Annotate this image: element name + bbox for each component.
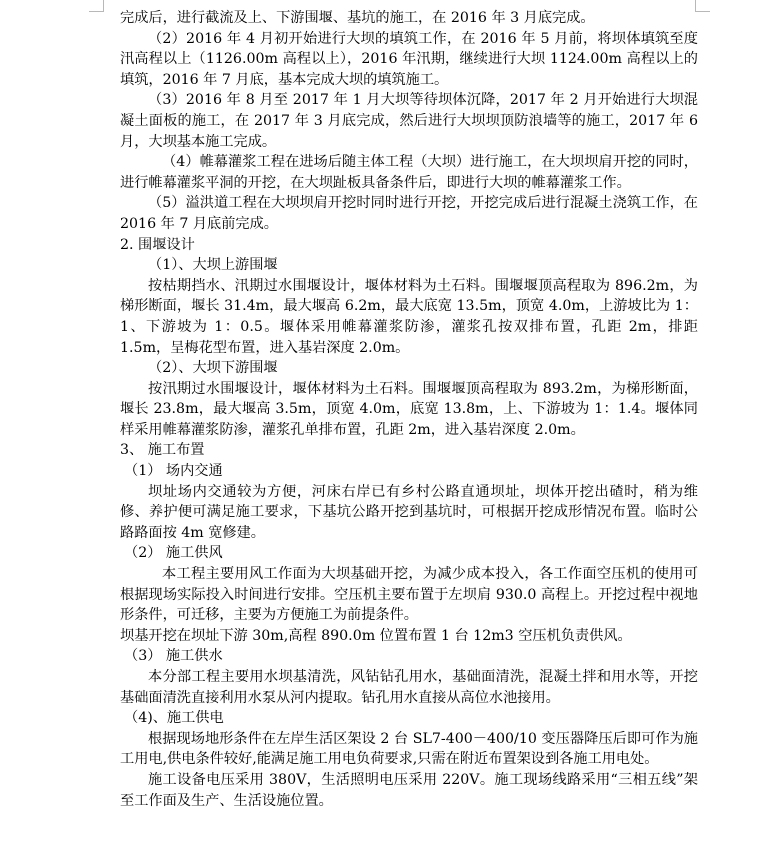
paragraph: （2）2016 年 4 月初开始进行大坝的填筑工作，在 2016 年 5 月前，将坝体填筑至度汛高程以上（1126.00m 高程以上），2016 年汛期，继续进行大坝 1124.00m 高程以上的填筑，2016 年 7 月底，基本完成大坝的填筑施工。 xyxy=(120,30,698,88)
subsection-heading: （2） 施工供风 xyxy=(124,545,223,562)
paragraph: （5）溢洪道工程在大坝坝肩开挖时同时进行开挖，开挖完成后进行混凝土浇筑工作，在 2016 年 7 月底前完成。 xyxy=(120,195,698,232)
subsection-heading: （4)、施工供电 xyxy=(124,710,224,727)
paragraph: 完成后，进行截流及上、下游围堰、基坑的施工，在 2016 年 3 月底完成。 xyxy=(120,10,595,26)
paragraph: 本工程主要用风工作面为大坝基础开挖，为减少成本投入，各工作面空压机的使用可根据现场实际投入时间进行安排。空压机主要布置于左坝肩 930.0 高程上。开挖过程中视地形条件，可迁移，主要为方便施工为前提条件。 xyxy=(120,566,698,624)
document-body xyxy=(120,8,698,811)
subsection-heading: （3） 施工供水 xyxy=(124,648,223,665)
paragraph: 按枯期挡水、汛期过水围堰设计，堰体材料为土石料。围堰堰顶高程取为 896.2m，为梯形断面，堰长 31.4m，最大堰高 6.2m，最大底宽 13.5m，顶宽 4.0m，上游坡比为 1：1、下游坡为 1：0.5。堰体采用帷幕灌浆防渗，灌浆孔按双排布置，孔距 2m，排距 1.5m，呈梅花型布置，进入基岩深度 2.0m。 xyxy=(120,277,698,356)
margin-crop-mark-left xyxy=(103,0,104,12)
subsection-heading: （1）、大坝上游围堰 xyxy=(148,257,278,274)
paragraph: 本分部工程主要用水坝基清洗，风钻钻孔用水，基础面清洗，混凝土拌和用水等，开挖基础面清洗直接利用水泵从河内提取。钻孔用水直接从高位水池接用。 xyxy=(120,669,698,706)
paragraph: 按汛期过水围堰设计，堰体材料为土石料。围堰堰顶高程取为 893.2m，为梯形断面，堰长 23.8m，最大堰高 3.5m，顶宽 4.0m，底宽 13.8m，上、下游坡为 1：1.4。堰体同样采用帷幕灌浆防渗，灌浆孔单排布置，孔距 2m，进入基岩深度 2.0m。 xyxy=(120,380,698,438)
paragraph: （4）帷幕灌浆工程在进场后随主体工程（大坝）进行施工，在大坝坝肩开挖的同时，进行帷幕灌浆平洞的开挖，在大坝趾板具备条件后，即进行大坝的帷幕灌浆工作。 xyxy=(120,154,698,191)
paragraph: （3）2016 年 8 月至 2017 年 1 月大坝等待坝体沉降，2017 年 2 月开始进行大坝混凝土面板的施工，在 2017 年 3 月底完成，然后进行大坝坝顶防浪墙等的施工，2017 年 6 月，大坝基本施工完成。 xyxy=(120,92,698,150)
section-heading: 3、 施工布置 xyxy=(120,442,205,459)
paragraph: 根据现场地形条件在左岸生活区架设 2 台 SL7-400－400/10 变压器降压后即可作为施工用电,供电条件较好,能满足施工用电负荷要求,只需在附近布置架设到各施工用电处。 xyxy=(120,730,698,768)
paragraph: 坝基开挖在坝址下游 30m,高程 890.0m 位置布置 1 台 12m3 空压机负责供风。 xyxy=(120,627,632,644)
subsection-heading: （2）、大坝下游围堰 xyxy=(148,360,278,377)
paragraph: 施工设备电压采用 380V，生活照明电压采用 220V。施工现场线路采用“三相五线”架至工作面及生产、生活设施位置。 xyxy=(120,771,698,809)
subsection-heading: （1） 场内交通 xyxy=(124,463,223,480)
section-heading: 2. 围堰设计 xyxy=(120,236,195,253)
paragraph: 坝址场内交通较为方便，河床右岸已有乡村公路直通坝址，坝体开挖出碴时，稍为维修、养护便可满足施工要求，下基坑公路开挖到基坑时，可根据开挖成形情况布置。临时公路路面按 4m 宽修建。 xyxy=(120,483,698,541)
